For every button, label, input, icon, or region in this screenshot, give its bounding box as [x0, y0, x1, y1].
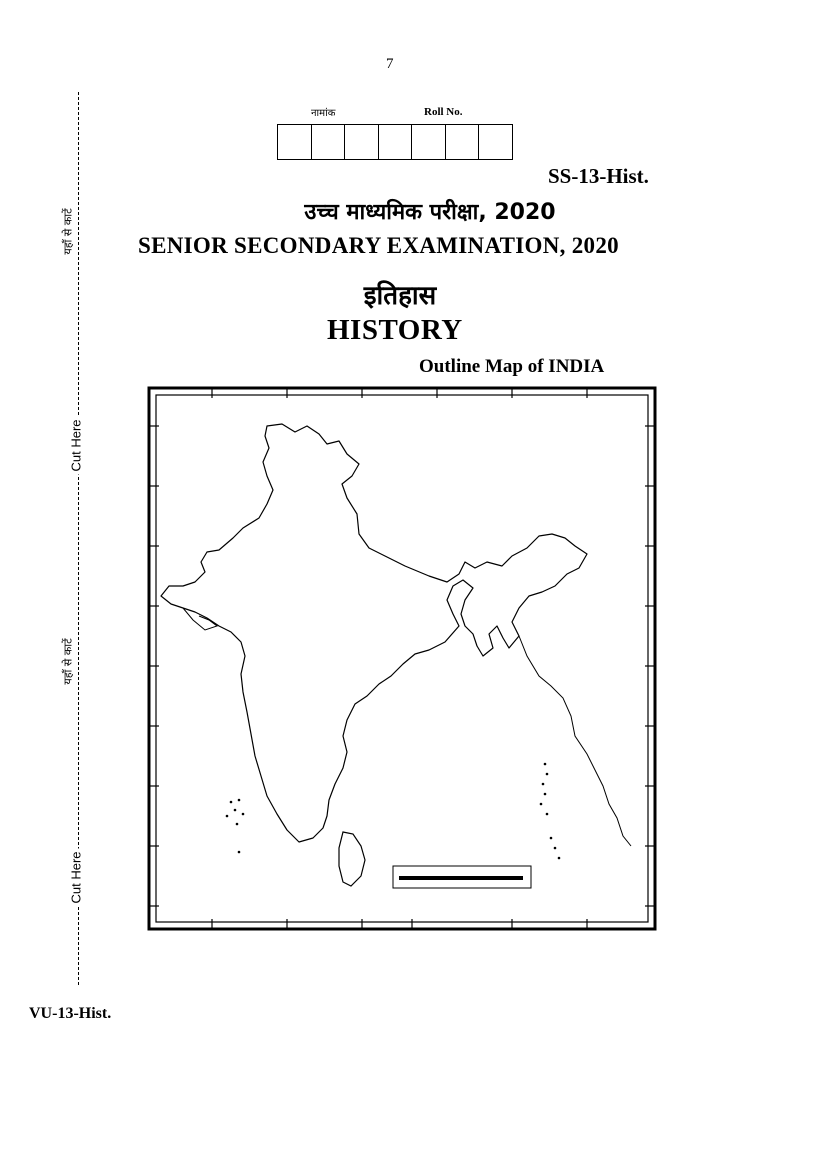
roll-number-box[interactable]: [379, 125, 413, 159]
roll-number-label: Roll No.: [424, 106, 463, 118]
roll-number-boxes[interactable]: [277, 124, 513, 160]
map-outer-border: [149, 388, 655, 929]
roll-number-box[interactable]: [412, 125, 446, 159]
map-scale-bar: [399, 876, 523, 880]
exam-title: SENIOR SECONDARY EXAMINATION, 2020: [138, 233, 619, 258]
map-inner-border: [156, 395, 648, 922]
sri-lanka-outline: [339, 832, 365, 886]
page-number: 7: [386, 56, 394, 72]
paper-code-top: SS-13-Hist.: [548, 164, 649, 188]
exam-title-hindi-text: उच्च माध्यमिक परीक्षा, 2020: [304, 200, 556, 225]
map-graticule-ticks: [149, 388, 655, 929]
map-title: Outline Map of INDIA: [419, 356, 605, 377]
neighbour-coastline: [519, 636, 631, 846]
cut-here-hindi-label: यहाँ से काटें: [59, 205, 78, 257]
roll-number-box[interactable]: [278, 125, 312, 159]
subject-title-hindi: [0, 276, 800, 312]
cut-here-label: Cut Here: [67, 848, 86, 906]
roll-number-box[interactable]: [345, 125, 379, 159]
exam-title-hindi: [0, 196, 800, 226]
cut-here-hindi-label: यहाँ से काटें: [59, 635, 78, 687]
roll-number-box[interactable]: [312, 125, 346, 159]
cut-here-label: Cut Here: [67, 416, 86, 474]
roll-number-box[interactable]: [446, 125, 480, 159]
andaman-nicobar-islands: [540, 763, 561, 860]
lakshadweep-islands: [226, 799, 245, 854]
roll-number-hindi-label: नामांक: [311, 108, 336, 119]
subject-title-hindi-text: इतिहास: [363, 281, 437, 311]
roll-number-box[interactable]: [479, 125, 512, 159]
paper-code-bottom: VU-13-Hist.: [29, 1005, 112, 1022]
subject-title: HISTORY: [327, 314, 463, 346]
gulf-of-kutch: [183, 608, 217, 630]
india-outline: [161, 424, 587, 842]
outline-map[interactable]: [147, 386, 657, 931]
